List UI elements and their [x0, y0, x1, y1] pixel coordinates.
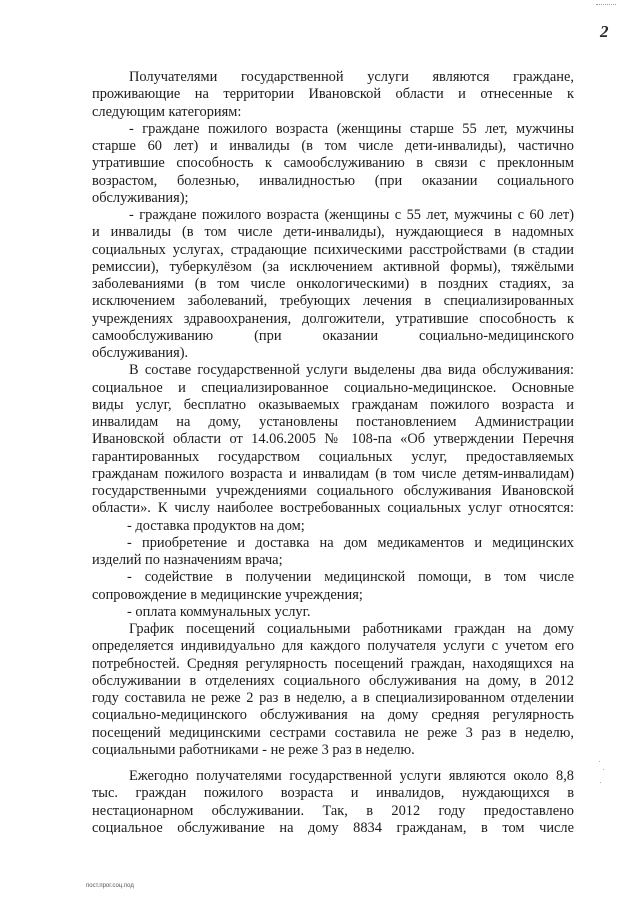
scan-speck	[599, 761, 600, 762]
text-line: потребностей. Средняя регулярность посещений граждан, находящихся на	[92, 655, 574, 672]
text-line: социальное и специализированное социально-медицинское. Основные	[92, 379, 574, 396]
text-line: социальных услугах, страдающие психическими расстройствами (в стадии	[92, 241, 574, 258]
text-line: нестационарном обслуживании. Так, в 2012 году предоставлено	[92, 802, 574, 819]
page-number: 2	[600, 22, 609, 41]
text-line: сопровождение в медицинские учреждения;	[92, 586, 363, 603]
text-line: заболеваниями (в том числе онкологическими) в поздних стадиях, за	[92, 276, 574, 292]
list-item: - оплата коммунальных услуг.	[127, 603, 311, 620]
text-line: проживающие на территории Ивановской области и отнесенные к	[92, 86, 574, 103]
text-line: изделий по назначениям врача;	[92, 552, 283, 568]
document-body	[92, 69, 574, 837]
text-line: гражданам пожилого возраста и инвалидам (в том числе детям-инвалидам)	[92, 465, 574, 482]
text-line: Ивановской области от 14.06.2005 № 108-па «Об утверждении Перечня	[92, 431, 574, 448]
text-line: Получателями государственной услуги являются граждане,	[129, 69, 574, 85]
text-line: возрастом, болезнью, инвалидностью (при оказании социального	[92, 172, 574, 189]
text-line: следующим категориям:	[92, 103, 242, 120]
text-line: гарантированных государством социальных услуг, предоставляемых	[92, 448, 574, 465]
text-line: и инвалиды (в том числе дети-инвалиды), нуждающиеся в надомных	[92, 224, 574, 241]
list-item: - граждане пожилого возраста (женщины с 55 лет, мужчины с 60 лет)	[129, 207, 574, 223]
text-line: социальными работниками - не реже 3 раз в неделю.	[92, 741, 415, 758]
text-line: виды услуг, бесплатно оказываемых гражданам пожилого возраста и	[92, 396, 574, 413]
scan-speck	[603, 769, 604, 770]
list-item: - приобретение и доставка на дом медикаментов и медицинских	[127, 534, 574, 551]
text-line: ремиссии), туберкулёзом (за исключением активной формы), тяжёлыми	[92, 258, 574, 275]
list-item: - доставка продуктов на дом;	[127, 517, 305, 534]
text-line: области». К числу наиболее востребованных социальных услуг относятся:	[92, 500, 574, 517]
paragraph-gap	[92, 759, 574, 768]
text-line: тыс. граждан пожилого возраста и инвалидов, нуждающихся в	[92, 785, 574, 802]
corner-mark	[596, 4, 616, 7]
list-item: - граждане пожилого возраста (женщины старше 55 лет, мужчины	[129, 120, 574, 137]
text-line: учреждениях здравоохранения, долгожители, утратившие способность к	[92, 310, 574, 327]
text-line: старше 60 лет) и инвалиды (в том числе дети-инвалиды), частично	[92, 138, 574, 154]
text-line: утратившие способность к самообслуживанию в связи с преклонным	[92, 155, 574, 172]
text-line: самообслуживанию (при оказании социально-медицинского	[92, 327, 574, 344]
footer-filename: пост.прог.соц.под	[86, 883, 134, 889]
text-line: году составила не реже 2 раз в неделю, а в специализированном отделении	[92, 690, 574, 706]
text-line: исключением заболеваний, требующих лечения в специализированных	[92, 293, 574, 310]
text-line: обслуживания).	[92, 345, 189, 361]
text-line: обслуживании в отделениях социального обслуживания на дому, в 2012	[92, 672, 574, 689]
text-line: обслуживания);	[92, 189, 189, 206]
text-line: социальное обслуживание на дому 8834 гражданам, в том числе	[92, 819, 574, 836]
list-item: - содействие в получении медицинской помощи, в том числе	[127, 569, 574, 586]
text-line: В составе государственной услуги выделены два вида обслуживания:	[129, 362, 574, 379]
text-line: Ежегодно получателями государственной услуги являются около 8,8	[129, 768, 574, 784]
scan-speck	[600, 782, 601, 783]
text-line: государственными учреждениями социального обслуживания Ивановской	[92, 483, 574, 499]
text-line: определяется индивидуально для каждого получателя услуги с учетом его	[92, 638, 574, 655]
text-line: социально-медицинского обслуживания на дому средняя регулярность	[92, 707, 574, 724]
text-line: посещений медицинскими сестрами составила не реже 3 раз в неделю,	[92, 724, 574, 741]
text-line: инвалидам на дому, установлены постановлением Администрации	[92, 414, 574, 430]
text-line: График посещений социальными работниками граждан на дому	[129, 621, 574, 637]
